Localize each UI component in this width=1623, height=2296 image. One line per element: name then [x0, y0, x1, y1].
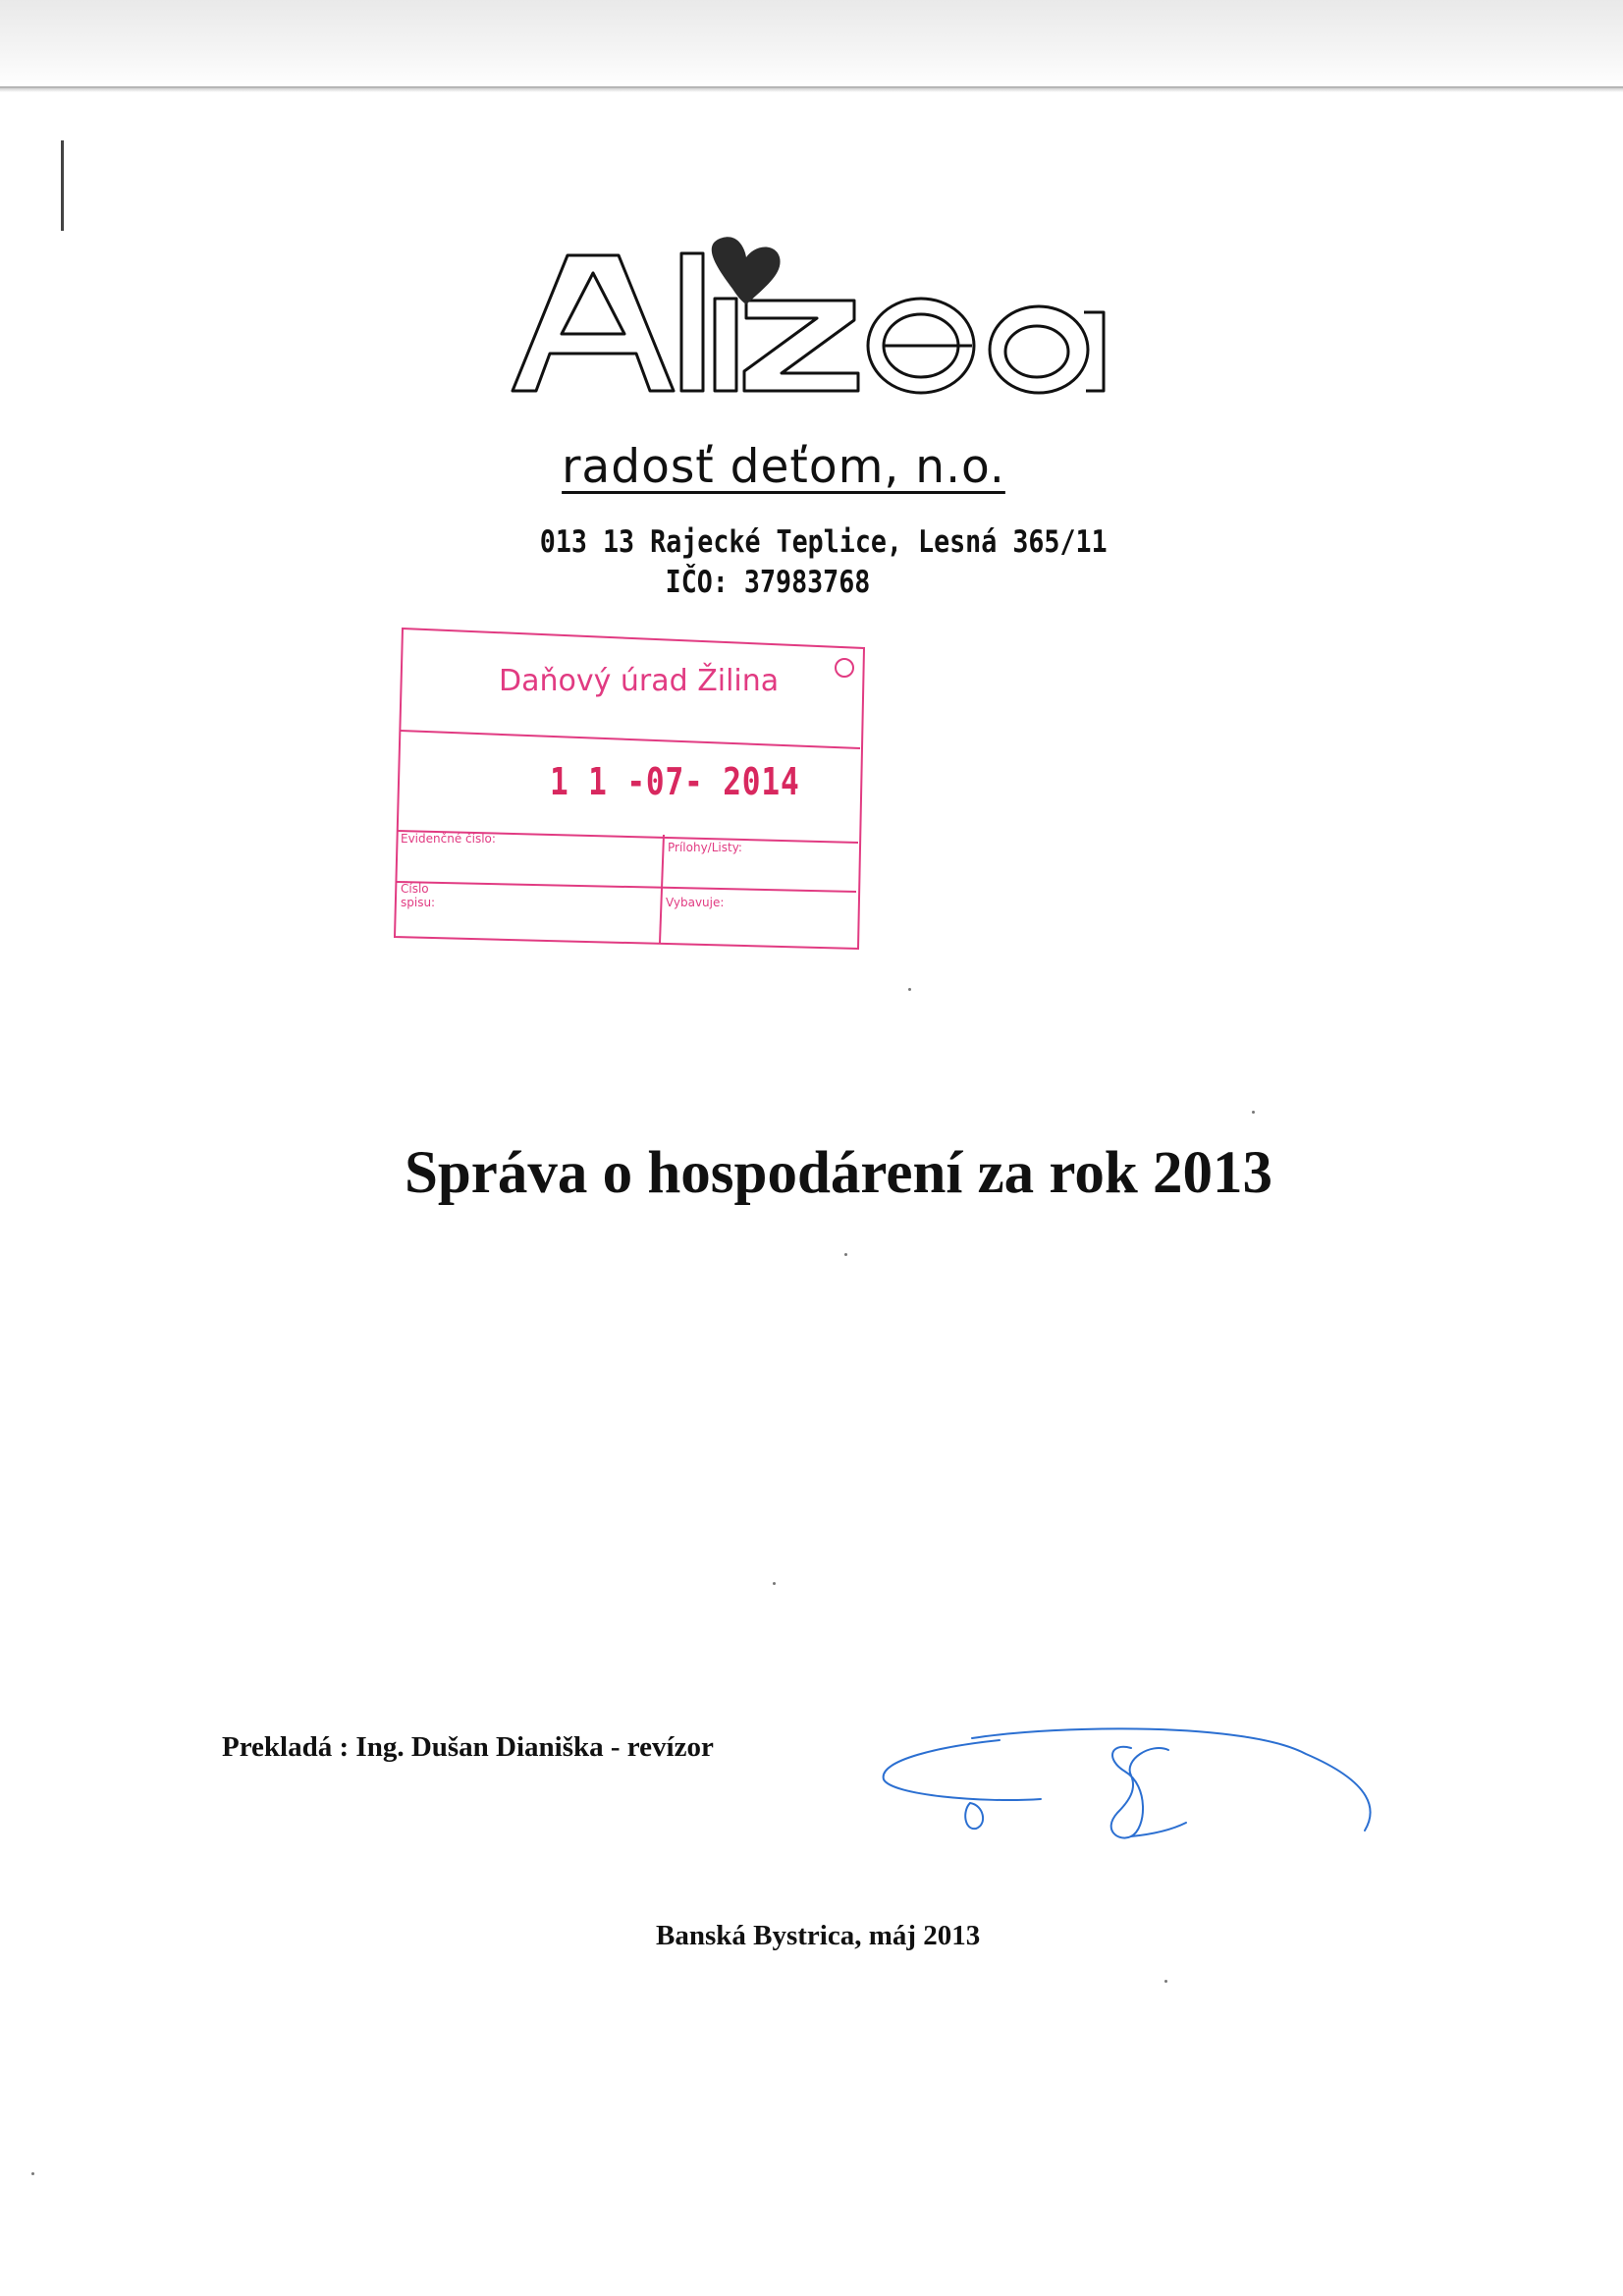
stamp-handles-label: Vybavuje: [666, 896, 725, 909]
stamp-evidence-label: Evidenčné číslo: [401, 832, 496, 846]
handwritten-signature [874, 1721, 1384, 1858]
scan-speck [844, 1253, 847, 1256]
organization-address: 013 13 Rajecké Teplice, Lesná 365/11 [539, 524, 1108, 560]
scan-margin-mark [61, 140, 64, 231]
organization-name: radosť deťom, n.o. [562, 440, 1005, 494]
alizea-logo [509, 236, 1108, 403]
scan-speck [1252, 1111, 1255, 1114]
scan-speck [773, 1582, 776, 1585]
report-title: Správa o hospodárení za rok 2013 [404, 1140, 1273, 1206]
stamp-file-label: Číslo spisu: [401, 882, 436, 909]
stamp-attachments-label: Prílohy/Listy: [668, 841, 742, 854]
stamp-date: 1 1 -07- 2014 [550, 760, 800, 803]
scan-top-band [0, 0, 1623, 88]
scan-speck [31, 2172, 34, 2175]
prepared-by: Prekladá : Ing. Dušan Dianiška - revízor [222, 1731, 714, 1763]
heart-icon [712, 237, 781, 304]
scan-speck [1164, 1980, 1167, 1983]
stamp-office-name: Daňový úrad Žilina [499, 664, 780, 698]
scan-paper-edge [0, 86, 1623, 92]
organization-ico: IČO: 37983768 [665, 565, 871, 600]
place-and-date: Banská Bystrica, máj 2013 [656, 1920, 981, 1951]
tax-office-stamp [391, 625, 867, 955]
scan-speck [908, 988, 911, 991]
